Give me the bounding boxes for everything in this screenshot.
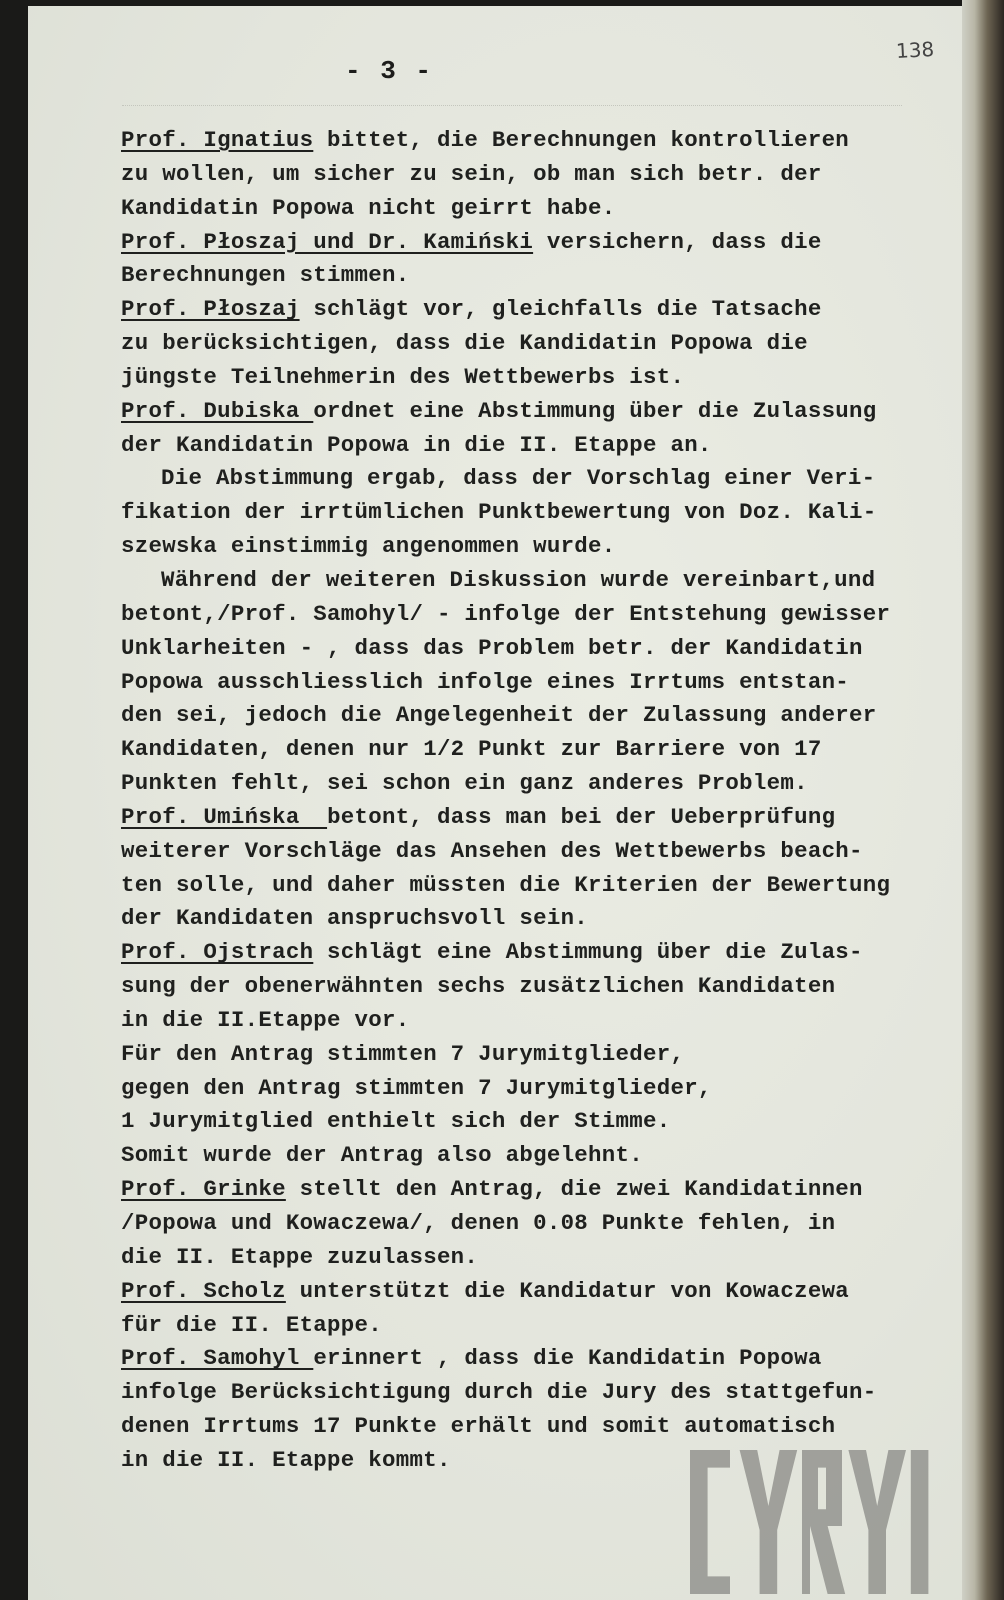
- text-line: [121, 395, 890, 429]
- text-segment: für die II. Etappe.: [121, 1311, 382, 1338]
- text-segment: betont, dass man bei der Ueberprüfung: [327, 803, 836, 830]
- speaker-name: Prof. Umińska: [121, 803, 328, 830]
- text-line: [121, 564, 890, 598]
- text-segment: schlägt vor, gleichfalls die Tatsache: [299, 296, 822, 323]
- text-line: [121, 259, 890, 293]
- text-segment: Berechnungen stimmen.: [121, 262, 410, 289]
- text-line: [121, 733, 890, 767]
- text-line: [121, 767, 890, 801]
- text-segment: erinnert , dass die Kandidatin Popowa: [313, 1345, 822, 1372]
- page-number: - 3 -: [345, 56, 434, 86]
- text-line: [121, 699, 890, 733]
- text-segment: zu berücksichtigen, dass die Kandidatin Popowa die: [121, 330, 808, 357]
- text-line: [121, 1105, 890, 1139]
- text-segment: Kandidatin Popowa nicht geirrt habe.: [121, 194, 616, 221]
- text-line: [121, 1376, 890, 1410]
- text-line: [121, 1139, 890, 1173]
- text-segment: zu wollen, um sicher zu sein, ob man sich betr. der: [121, 160, 822, 187]
- text-line: [121, 666, 890, 700]
- speaker-name: Prof. Ojstrach: [121, 939, 314, 966]
- text-segment: Während der weiteren Diskussion wurde vereinbart,und: [161, 566, 876, 593]
- speaker-name: Prof. Samohyl: [121, 1345, 314, 1372]
- text-line: [121, 192, 890, 226]
- speaker-name: Prof. Scholz: [121, 1277, 286, 1304]
- text-line: [121, 327, 890, 361]
- text-segment: der Kandidaten anspruchsvoll sein.: [121, 905, 589, 932]
- text-segment: ten solle, und daher müssten die Kriterien der Bewertung: [121, 871, 891, 898]
- text-segment: denen Irrtums 17 Punkte erhält und somit automatisch: [121, 1413, 836, 1440]
- text-segment: gegen den Antrag stimmten 7 Jurymitglieder,: [121, 1074, 712, 1101]
- text-segment: /Popowa und Kowaczewa/, denen 0.08 Punkte fehlen, in: [121, 1210, 836, 1236]
- text-line: [121, 226, 890, 260]
- text-line: [121, 1207, 890, 1241]
- page-binding-edge: [962, 0, 1004, 1600]
- speaker-name: Prof. Dubiska: [121, 397, 314, 424]
- text-line: [121, 1275, 890, 1309]
- text-line: [121, 598, 890, 632]
- text-line: [121, 1173, 890, 1207]
- handwritten-folio-number: 138: [895, 37, 935, 63]
- text-segment: 1 Jurymitglied enthielt sich der Stimme.: [121, 1108, 671, 1135]
- text-segment: schlägt eine Abstimmung über die Zulas-: [313, 939, 863, 966]
- text-line: [121, 970, 890, 1004]
- text-segment: in die II. Etappe kommt.: [121, 1446, 451, 1473]
- text-segment: weiterer Vorschläge das Ansehen des Wettbewerbs beach-: [121, 837, 863, 864]
- text-line: [121, 869, 890, 903]
- text-line: [121, 1038, 890, 1072]
- text-line: [121, 835, 890, 869]
- text-line: [121, 1410, 890, 1444]
- text-line: [121, 1241, 890, 1275]
- text-segment: die II. Etappe zuzulassen.: [121, 1243, 479, 1270]
- text-line: [121, 158, 890, 192]
- text-line: [121, 361, 890, 395]
- text-segment: Somit wurde der Antrag also abgelehnt.: [121, 1142, 643, 1169]
- speaker-name: Prof. Ignatius: [121, 127, 314, 153]
- text-segment: Die Abstimmung ergab, dass der Vorschlag einer Veri-: [161, 465, 876, 492]
- speaker-name: Prof. Płoszaj und Dr. Kamiński: [121, 228, 534, 255]
- text-segment: betont,/Prof. Samohyl/ - infolge der Entstehung gewisser: [121, 600, 891, 627]
- text-line: [121, 429, 890, 463]
- text-line: [121, 124, 890, 158]
- text-line: [121, 293, 890, 327]
- text-segment: stellt den Antrag, die zwei Kandidatinnen: [285, 1176, 863, 1203]
- text-segment: ordnet eine Abstimmung über die Zulassung: [313, 397, 877, 424]
- text-line: [121, 462, 890, 496]
- typewritten-body: [121, 124, 890, 1478]
- text-line: [121, 936, 890, 970]
- text-line: [121, 1444, 890, 1478]
- text-segment: Punkten fehlt, sei schon ein ganz anderes Problem.: [121, 770, 808, 797]
- text-segment: bittet, die Berechnungen kontrollieren: [313, 127, 850, 153]
- text-segment: fikation der irrtümlichen Punktbewertung von Doz. Kali-: [121, 499, 877, 526]
- text-segment: szewska einstimmig angenommen wurde.: [121, 533, 616, 560]
- faint-dotted-rule: [122, 105, 902, 106]
- text-segment: in die II.Etappe vor.: [121, 1006, 410, 1033]
- text-segment: Popowa ausschliesslich infolge eines Irrtums entstan-: [121, 668, 850, 695]
- text-line: [121, 1342, 890, 1376]
- text-segment: sung der obenerwähnten sechs zusätzlichen Kandidaten: [121, 973, 836, 1000]
- text-line: [121, 530, 890, 564]
- text-line: [121, 496, 890, 530]
- text-line: [121, 1072, 890, 1106]
- text-line: [121, 632, 890, 666]
- text-segment: unterstützt die Kandidatur von Kowaczewa: [285, 1277, 850, 1304]
- text-segment: jüngste Teilnehmerin des Wettbewerbs ist.: [121, 363, 685, 390]
- text-line: [121, 801, 890, 835]
- speaker-name: Prof. Grinke: [121, 1176, 286, 1203]
- text-line: [121, 1004, 890, 1038]
- text-segment: infolge Berücksichtigung durch die Jury des stattgefun-: [121, 1379, 877, 1406]
- text-segment: versichern, dass die: [533, 228, 822, 255]
- text-segment: Für den Antrag stimmten 7 Jurymitglieder,: [121, 1040, 685, 1067]
- text-segment: den sei, jedoch die Angelegenheit der Zulassung anderer: [121, 702, 877, 729]
- speaker-name: Prof. Płoszaj: [121, 296, 300, 323]
- text-segment: Kandidaten, denen nur 1/2 Punkt zur Barriere von 17: [121, 736, 822, 763]
- text-line: [121, 1309, 890, 1343]
- text-segment: Unklarheiten - , dass das Problem betr. der Kandidatin: [121, 634, 863, 661]
- text-segment: der Kandidatin Popowa in die II. Etappe an.: [121, 431, 712, 458]
- text-line: [121, 902, 890, 936]
